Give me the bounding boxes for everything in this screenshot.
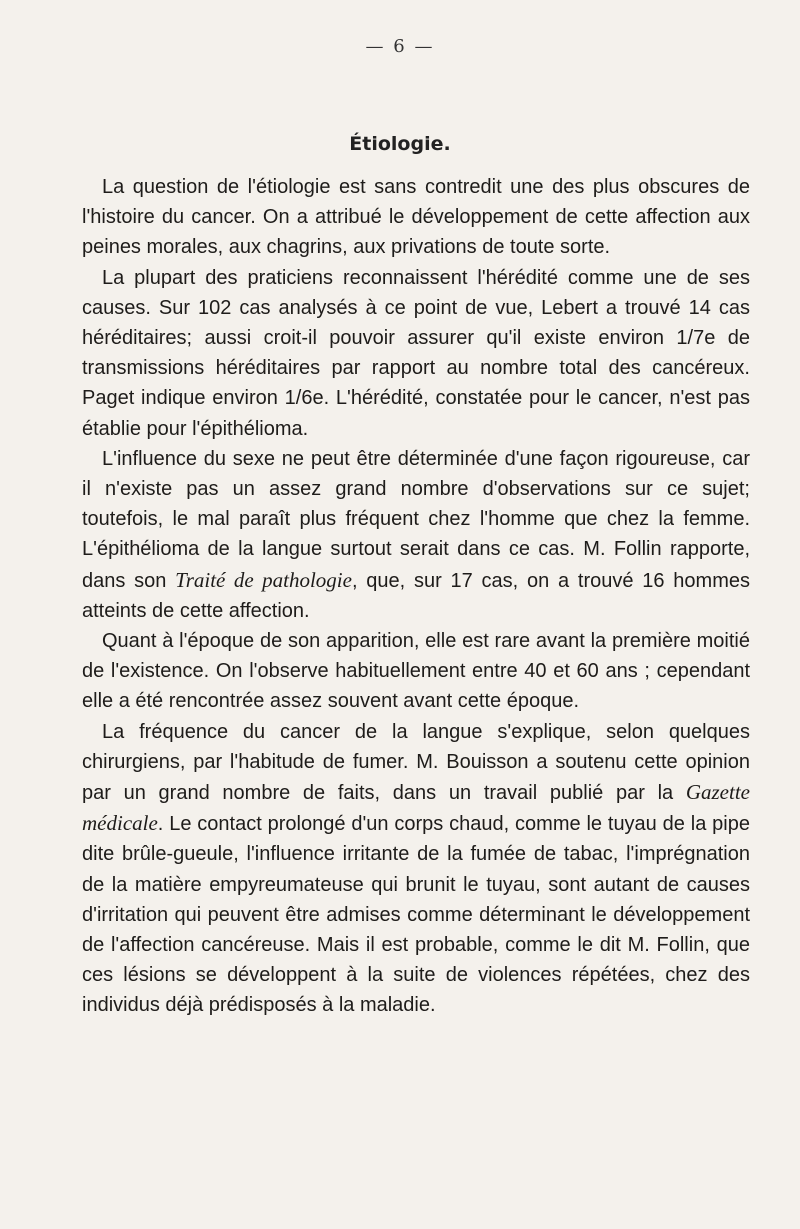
paragraph-1: La question de l'étiologie est sans contredit une des plus obscures de l'histoire du cancer. On a attribué le développement de cette affection aux peines morales, aux chagrins, aux privations de toute sorte. — [82, 176, 750, 259]
paragraph-3-text-b: , que, sur 17 cas, on a trouvé 16 hommes atteints de cette affection. — [82, 569, 750, 622]
book-title-traite: Traité de pathologie — [175, 567, 352, 592]
paragraph-3-text-a: L'influence du sexe ne peut être déterminée d'une façon rigoureuse, car il n'existe pas un assez grand nombre d'observations sur ce sujet; toutefois, le mal paraît plus fréquent chez l'homme que chez la femme. L'épithélioma de la langue surtout serait dans ce cas. M. Follin rapporte, dans son — [82, 447, 750, 592]
page-number: — 6 — — [365, 36, 435, 57]
paragraph-5-text-a: La fréquence du cancer de la langue s'explique, selon quelques chirurgiens, par l'habitude de fumer. M. Bouisson a soutenu cette opinion par un grand nombre de faits, dans un travail publié par la — [82, 720, 750, 805]
paragraph-5 — [82, 717, 750, 1021]
journal-title-gazette: Gazette médicale — [82, 780, 750, 836]
paragraph-2: La plupart des praticiens reconnaissent l'hérédité comme une de ses causes. Sur 102 cas analysés à ce point de vue, Lebert a trouvé 14 cas héréditaires; aussi croit-il pouvoir assurer qu'il existe environ 1/7e de transmissions héréditaires par rapport au nombre total des cancéreux. Paget indique environ 1/6e. L'hérédité, constatée pour le cancer, n'est pas établie pour l'épithélioma. — [82, 266, 750, 440]
paragraph-5-text-b: . Le contact prolongé d'un corps chaud, comme le tuyau de la pipe dite brûle-gueule, l'influence irritante de la fumée de tabac, l'imprégnation de la matière empyreumateuse qui brunit le tuyau, sont autant de causes d'irritation qui peuvent être admises comme déterminant le développement de l'affection cancéreuse. Mais il est probable, comme le dit M. Follin, que ces lésions se développent à la suite de violences répétées, chez des individus déjà prédisposés à la maladie. — [82, 813, 750, 1017]
paragraph-3 — [82, 444, 750, 626]
body-text — [82, 172, 750, 1021]
section-heading: Étiologie. — [349, 133, 451, 155]
paragraph-4: Quant à l'époque de son apparition, elle est rare avant la première moitié de l'existence. On l'observe habituellement entre 40 et 60 ans ; cependant elle a été rencontrée assez souvent avant cette époque. — [82, 630, 750, 713]
